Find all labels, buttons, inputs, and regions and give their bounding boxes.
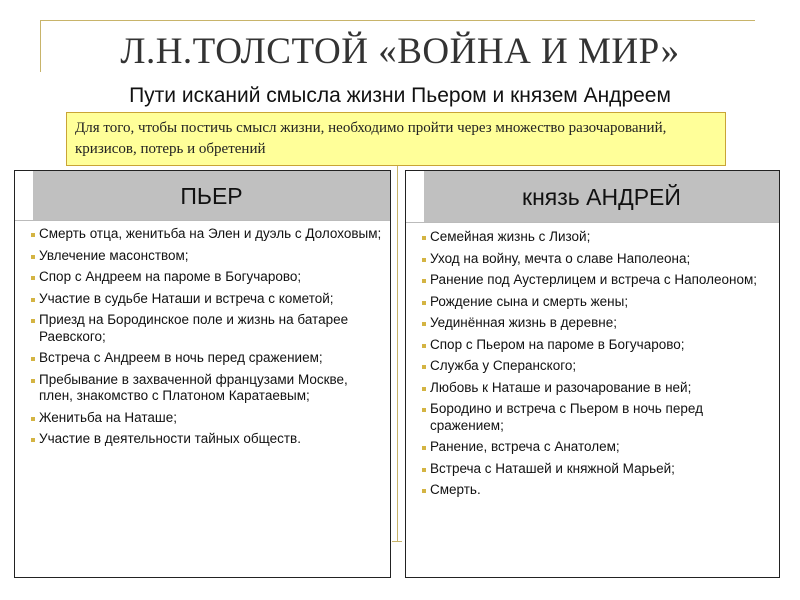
list-item: Смерть. xyxy=(424,482,773,499)
frame-line-bottom xyxy=(392,541,402,542)
list-item: Бородино и встреча с Пьером в ночь перед сражением; xyxy=(424,401,773,434)
list-item: Участие в судьбе Наташи и встреча с кометой; xyxy=(33,291,384,308)
list-item: Служба у Сперанского; xyxy=(424,358,773,375)
pierre-heading-divider xyxy=(15,220,390,221)
bullet-icon xyxy=(422,301,426,305)
bullet-icon xyxy=(422,365,426,369)
list-item: Рождение сына и смерть жены; xyxy=(424,294,773,311)
bullet-icon xyxy=(422,322,426,326)
bullet-icon xyxy=(422,258,426,262)
bullet-icon xyxy=(31,417,35,421)
bullet-icon xyxy=(31,379,35,383)
list-item: Любовь к Наташе и разочарование в ней; xyxy=(424,380,773,397)
pierre-list xyxy=(33,226,384,453)
bullet-icon xyxy=(31,255,35,259)
bullet-icon xyxy=(422,344,426,348)
list-item: Спор с Андреем на пароме в Богучарово; xyxy=(33,269,384,286)
bullet-icon xyxy=(31,357,35,361)
frame-line-middle xyxy=(397,160,398,542)
bullet-icon xyxy=(31,276,35,280)
slide-title: Л.Н.ТОЛСТОЙ «ВОЙНА И МИР» xyxy=(120,31,680,72)
bullet-icon xyxy=(422,279,426,283)
bullet-icon xyxy=(31,233,35,237)
note-box: Для того, чтобы постичь смысл жизни, необходимо пройти через множество разочарований, кризисов, потерь и обретений xyxy=(66,112,726,166)
list-item: Семейная жизнь с Лизой; xyxy=(424,229,773,246)
andrei-heading: князь АНДРЕЙ xyxy=(424,171,779,223)
bullet-icon xyxy=(422,408,426,412)
pierre-column xyxy=(14,170,391,578)
bullet-icon xyxy=(31,298,35,302)
pierre-heading: ПЬЕР xyxy=(33,171,390,221)
list-item: Уединённая жизнь в деревне; xyxy=(424,315,773,332)
list-item: Женитьба на Наташе; xyxy=(33,410,384,427)
andrei-heading-divider xyxy=(406,222,779,223)
bullet-icon xyxy=(422,446,426,450)
bullet-icon xyxy=(422,468,426,472)
list-item: Участие в деятельности тайных обществ. xyxy=(33,431,384,448)
list-item: Встреча с Наташей и княжной Марьей; xyxy=(424,461,773,478)
list-item: Уход на войну, мечта о славе Наполеона; xyxy=(424,251,773,268)
list-item: Спор с Пьером на пароме в Богучарово; xyxy=(424,337,773,354)
bullet-icon xyxy=(422,236,426,240)
bullet-icon xyxy=(31,438,35,442)
bullet-icon xyxy=(31,319,35,323)
list-item: Встреча с Андреем в ночь перед сражением; xyxy=(33,350,384,367)
list-item: Ранение, встреча с Анатолем; xyxy=(424,439,773,456)
slide-subtitle: Пути исканий смысла жизни Пьером и князем Андреем xyxy=(129,84,671,107)
list-item: Приезд на Бородинское поле и жизнь на батарее Раевского; xyxy=(33,312,384,345)
bullet-icon xyxy=(422,489,426,493)
list-item: Смерть отца, женитьба на Элен и дуэль с Долоховым; xyxy=(33,226,384,243)
list-item: Увлечение масонством; xyxy=(33,248,384,265)
list-item: Ранение под Аустерлицем и встреча с Наполеоном; xyxy=(424,272,773,289)
list-item: Пребывание в захваченной французами Москве, плен, знакомство с Платоном Каратаевым; xyxy=(33,372,384,405)
andrei-list xyxy=(424,229,773,504)
frame-line-top xyxy=(40,20,755,21)
bullet-icon xyxy=(422,387,426,391)
andrei-column xyxy=(405,170,780,578)
